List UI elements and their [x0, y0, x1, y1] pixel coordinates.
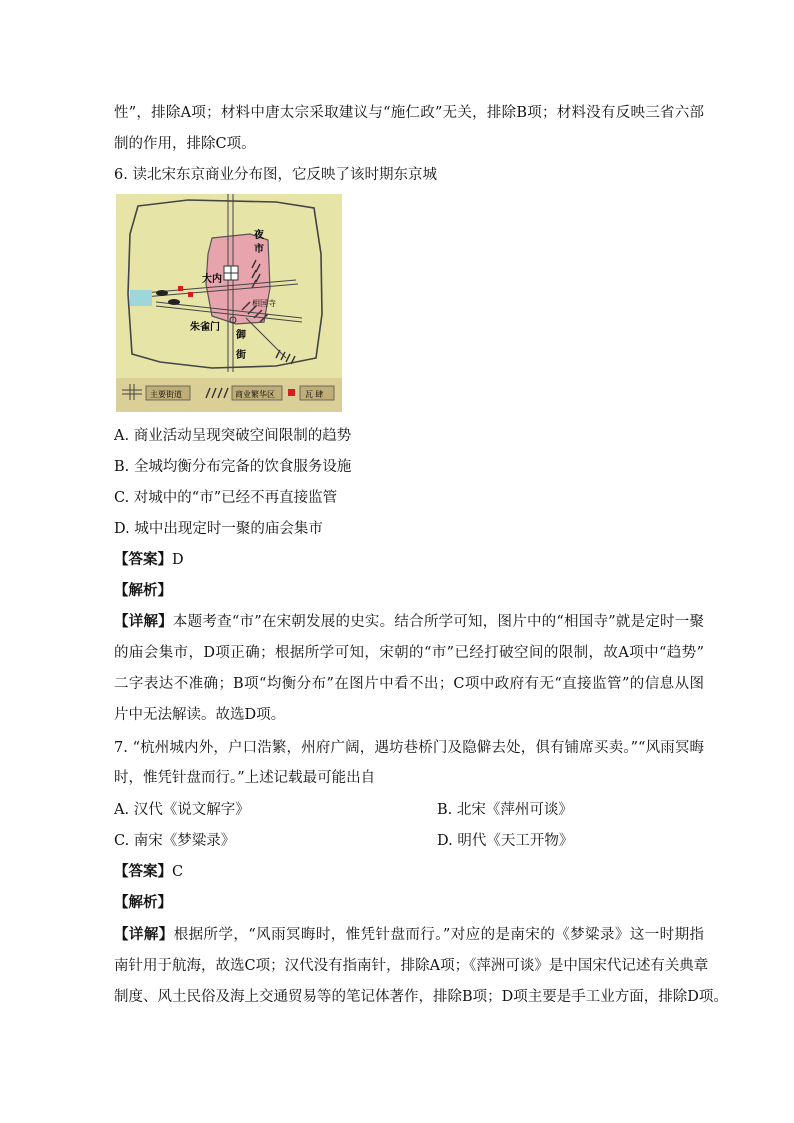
continued-line-1: 性”，排除A项；材料中唐太宗采取建议与“施仁政”无关，排除B项；材料没有反映三省六部 [114, 105, 704, 121]
q6-answer [114, 550, 704, 570]
q7-detail-line-3: 制度、风土民俗及海上交通贸易等的笔记体著作，排除B项；D项主要是手工业方面，排除D项。 [114, 989, 728, 1005]
q7-analysis-tag: 【解析】 [114, 894, 172, 911]
q6-option-b: B. 全城均衡分布完备的饮食服务设施 [114, 459, 352, 475]
answer-value: C [172, 864, 184, 880]
answer-tag: 【答案】 [114, 863, 172, 880]
answer-tag: 【答案】 [114, 551, 172, 568]
question-6-stem: 6. 读北宋东京商业分布图，它反映了该时期东京城 [114, 167, 437, 183]
wasi-marker [178, 286, 183, 291]
label-danei: 大内 [202, 274, 222, 285]
label-yu: 御 [236, 330, 246, 341]
detail-text: 本题考查“市”在宋朝发展的史实。结合所学可知，图片中的“相国寺”就是定时一聚 [172, 614, 705, 630]
detail-tag: 【详解】 [114, 926, 174, 943]
kaifeng-commerce-map [116, 194, 342, 412]
boat-icon [156, 290, 168, 296]
label-zhuquemen: 朱雀门 [190, 322, 220, 333]
label-shi: 市 [254, 244, 264, 255]
legend-wasi-label: 瓦 肆 [305, 390, 324, 399]
q6-option-d: D. 城中出现定时一聚的庙会集市 [114, 521, 323, 537]
detail-text: 根据所学，“风雨冥晦时，惟凭针盘而行。”对应的是南宋的《梦粱录》这一时期指 [173, 927, 705, 943]
q7-option-a: A. 汉代《说文解字》 [114, 802, 250, 818]
label-xiangguosi: 相国寺 [252, 299, 276, 308]
label-ye: 夜 [254, 230, 264, 241]
question-7-stem-line-1: 7. “杭州城内外，户口浩繁，州府广阔，遇坊巷桥门及隐僻去处，俱有铺席买卖。”“风雨冥晦 [114, 740, 704, 756]
q6-detail-line-3: 二字表达不准确；B项“均衡分布”在图片中看不出；C项中政府有无“直接监管”的信息从图 [114, 676, 704, 692]
q6-detail-line-2: 的庙会集市，D项正确；根据所学可知，宋朝的“市”已经打破空间的限制，故A项中“趋势” [114, 645, 704, 661]
legend-street-label: 主要街道 [150, 390, 182, 399]
q6-detail-line-4: 片中无法解读。故选D项。 [114, 707, 286, 723]
label-jie: 街 [236, 350, 246, 361]
boat-icon [168, 299, 180, 305]
q7-detail-line-2: 南针用于航海，故选C项；汉代没有指南针，排除A项；《萍洲可谈》是中国宋代记述有关典章 [114, 958, 709, 974]
q7-option-c: C. 南宋《梦粱录》 [114, 833, 236, 849]
river [130, 290, 152, 306]
detail-tag: 【详解】 [114, 613, 173, 630]
q7-detail-line-1 [114, 925, 704, 945]
question-7-stem-line-2: 时，惟凭针盘而行。”上述记载最可能出自 [114, 770, 376, 786]
q6-analysis-tag: 【解析】 [114, 582, 172, 599]
legend-commercial-label: 商业繁华区 [235, 390, 275, 399]
q6-option-c: C. 对城中的“市”已经不再直接监管 [114, 490, 338, 506]
answer-value: D [172, 552, 184, 568]
legend-wasi-marker [288, 389, 295, 396]
q6-detail-line-1 [114, 612, 704, 632]
continued-line-2: 制的作用，排除C项。 [114, 136, 256, 152]
q6-option-a: A. 商业活动呈现突破空间限制的趋势 [114, 428, 352, 444]
q7-answer [114, 862, 704, 882]
q7-option-d: D. 明代《天工开物》 [437, 833, 574, 849]
map-svg [116, 194, 342, 412]
wasi-marker [188, 292, 193, 297]
q7-option-b: B. 北宋《萍州可谈》 [437, 802, 573, 818]
